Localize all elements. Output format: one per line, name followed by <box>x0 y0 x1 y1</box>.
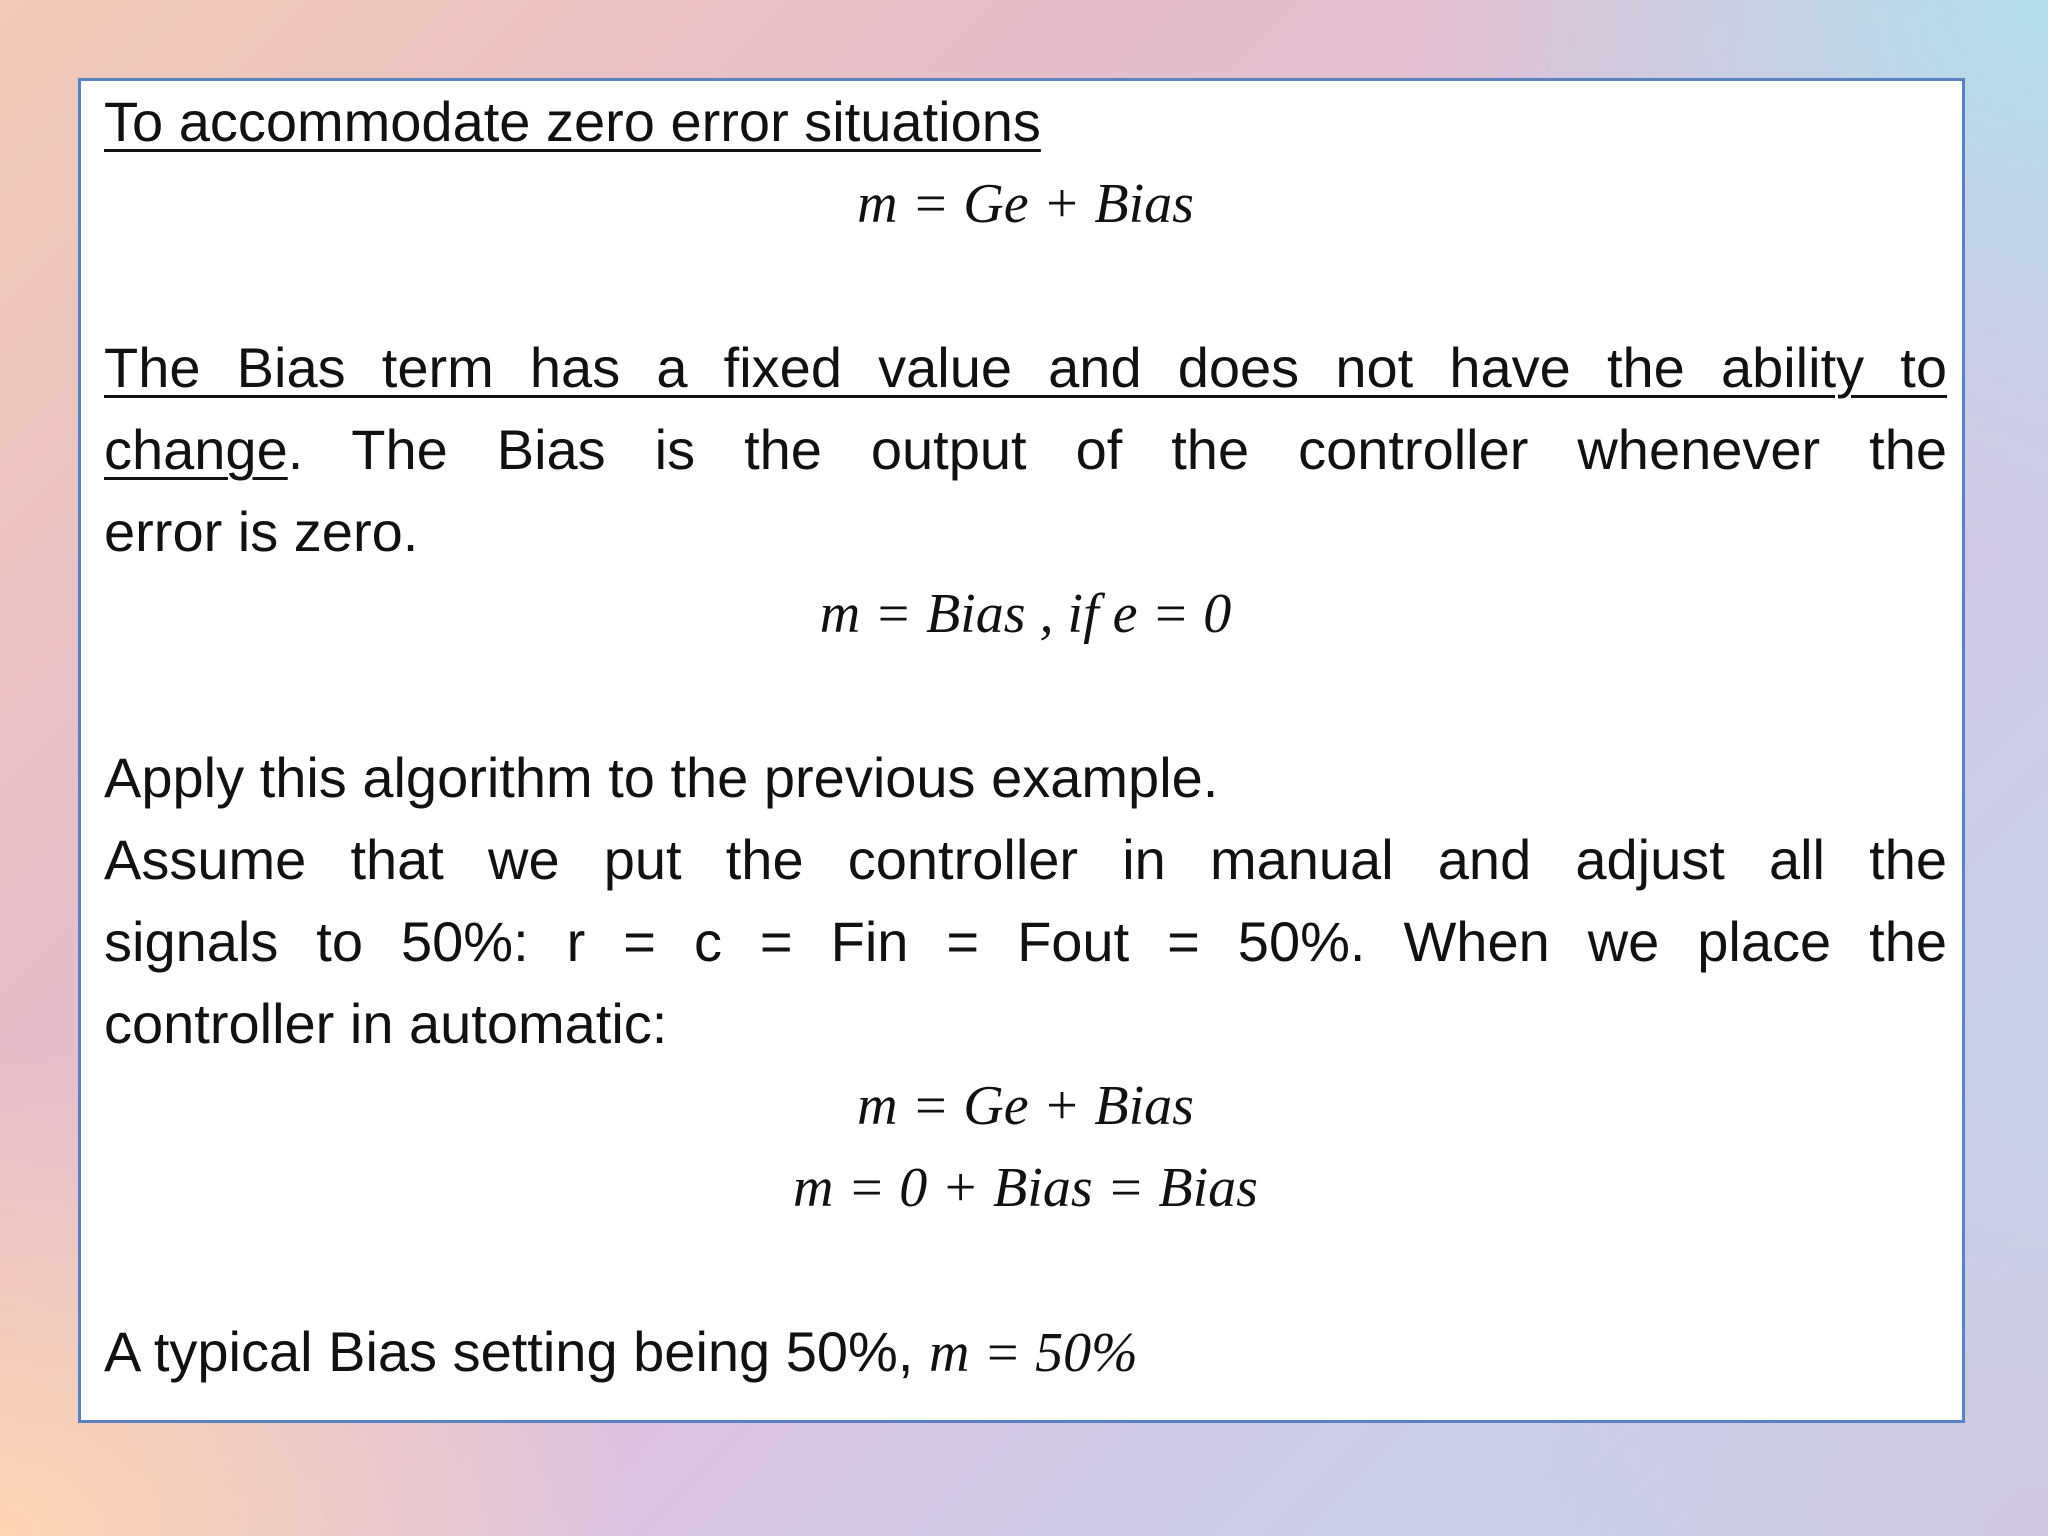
slide-text-body <box>104 81 1947 1393</box>
heading-line <box>104 81 1947 163</box>
para1-line2 <box>104 409 1947 491</box>
equation-2: m = Bias , if e = 0 <box>819 583 1232 645</box>
para2-line4: controller in automatic: <box>104 992 668 1055</box>
final-equation: m = 50% <box>928 1322 1138 1384</box>
equation-3: m = Ge + Bias <box>857 1075 1194 1137</box>
para1-line3: error is zero. <box>104 500 419 563</box>
final-text: A typical Bias setting being 50%, <box>104 1320 929 1383</box>
heading-text: To accommodate zero error situations <box>104 90 1041 153</box>
slide-content-box <box>78 78 1965 1423</box>
para1-line1 <box>104 327 1947 409</box>
spacer <box>104 245 1947 327</box>
para1-line2-rest: . The Bias is the output of the controller whenever the <box>287 418 1947 481</box>
para2-line2 <box>104 819 1947 901</box>
para2-line1: Apply this algorithm to the previous example. <box>104 746 1219 809</box>
spacer <box>104 1229 1947 1311</box>
para1-underlined-text-2: change <box>104 418 288 481</box>
final-line <box>104 1311 1947 1393</box>
equation-4: m = 0 + Bias = Bias <box>793 1157 1258 1219</box>
equation-1: m = Ge + Bias <box>857 173 1194 235</box>
para2-line2-text: Assume that we put the controller in manual and adjust all the <box>104 828 1947 891</box>
spacer <box>104 655 1947 737</box>
para2-line3-text: signals to 50%: r = c = Fin = Fout = 50%. When we place the <box>104 910 1947 973</box>
para1-underlined-text-1: The Bias term has a fixed value and does not have the ability to <box>104 336 1947 399</box>
para2-line3 <box>104 901 1947 983</box>
